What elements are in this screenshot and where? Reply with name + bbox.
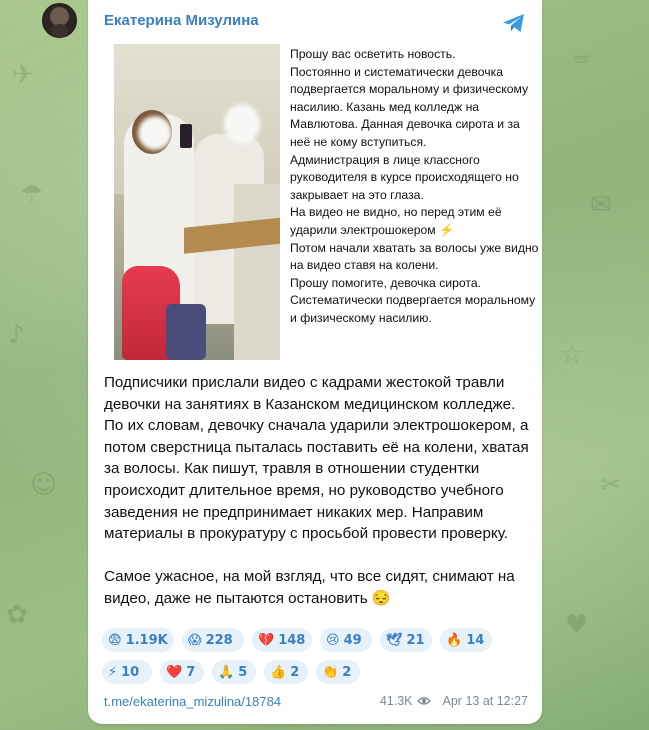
background-doodle: ☺ — [30, 470, 58, 500]
post-meta — [380, 694, 528, 708]
reaction-chip[interactable] — [102, 660, 152, 684]
reaction-emoji: 😨 — [108, 632, 122, 648]
reaction-count: 7 — [186, 664, 196, 680]
reaction-emoji: 🕊 — [386, 632, 403, 648]
reaction-count: 148 — [278, 632, 306, 648]
screenshot-caption-text: Прошу вас осветить новость. Постоянно и систематически девочка подвергается моральному и физическому насилию. Казань мед колледж на Мавлютова. Данная девочка сирота и за неё не кому вступиться. Администрация в лице классного руководителя в курсе происходящего но закрывает на это глаза. На видео не видно, но перед этим её ударили электрошокером ⚡ Потом начали хватать за волосы уже видно на видео ставя на колени. Прошу помогите, девочка сирота. Систематически подвергается моральному и физическому насилию. — [290, 47, 539, 325]
reaction-emoji: 👍 — [270, 664, 287, 680]
post-card — [88, 0, 542, 724]
reaction-chip[interactable] — [380, 628, 432, 652]
reaction-count: 10 — [121, 664, 140, 680]
reaction-count: 228 — [205, 632, 233, 648]
reaction-emoji: ⚡ — [108, 664, 118, 680]
reaction-emoji: 😢 — [326, 632, 340, 648]
background-doodle: ♪ — [8, 320, 25, 350]
channel-name[interactable]: Екатерина Мизулина — [104, 12, 259, 29]
background-doodle: ✈ — [12, 60, 34, 90]
reaction-emoji: 💔 — [258, 632, 275, 648]
post-text — [104, 372, 534, 610]
reaction-chip[interactable] — [212, 660, 256, 684]
video-thumbnail[interactable] — [114, 44, 280, 360]
reaction-emoji: 🔥 — [446, 632, 463, 648]
reaction-chip[interactable] — [264, 660, 308, 684]
reaction-chip[interactable] — [102, 628, 174, 652]
reaction-emoji: 🙏 — [218, 664, 235, 680]
reaction-count: 49 — [343, 632, 362, 648]
reaction-count: 1.19K — [125, 632, 168, 648]
eye-icon — [417, 696, 431, 706]
views-count: 41.3K — [379, 694, 413, 708]
post-text-paragraph-1: Подписчики прислали видео с кадрами жестокой травли девочки на занятиях в Казанском медицинском колледже. По их словам, девочку сначала ударили электрошокером, а потом сверстница пыталась поставить её на колени, хватая за волосы. Как пишут, травля в отношении студентки происходит длительное время, но руководство учебного заведения не предпринимает никаких мер. Направим материалы в прокуратуру с просьбой провести проверку. — [104, 374, 533, 543]
background-doodle: ☕ — [570, 40, 594, 70]
reaction-count: 14 — [466, 632, 485, 648]
reaction-emoji: ❤️ — [166, 664, 183, 680]
post-date: Apr 13 at 12:27 — [442, 694, 528, 708]
channel-avatar[interactable] — [42, 3, 77, 38]
telegram-plane-icon[interactable] — [502, 12, 526, 34]
reaction-chip[interactable] — [252, 628, 312, 652]
reaction-count: 5 — [238, 664, 248, 680]
post-text-paragraph-2: Самое ужасное, на мой взгляд, что все сидят, снимают на видео, даже не пытаются остановить 😔 — [104, 568, 519, 607]
background-doodle: ☂ — [20, 180, 44, 210]
reaction-chip[interactable] — [160, 660, 204, 684]
background-doodle: ☆ — [560, 340, 584, 370]
reaction-emoji: 😱 — [188, 632, 202, 648]
reaction-chip[interactable] — [316, 660, 360, 684]
reaction-emoji: 👏 — [322, 664, 339, 680]
reaction-count: 2 — [290, 664, 300, 680]
reaction-chip[interactable] — [320, 628, 372, 652]
reaction-count: 2 — [342, 664, 352, 680]
background-doodle: ♥ — [565, 610, 589, 640]
background-doodle: ✂ — [600, 470, 622, 500]
reaction-count: 21 — [406, 632, 425, 648]
background-doodle: ✿ — [6, 600, 28, 630]
post-media — [114, 44, 542, 360]
background-doodle: ✉ — [590, 190, 612, 220]
reaction-chip[interactable] — [440, 628, 492, 652]
post-link[interactable]: t.me/ekaterina_mizulina/18784 — [104, 694, 282, 709]
reaction-chip[interactable] — [182, 628, 244, 652]
